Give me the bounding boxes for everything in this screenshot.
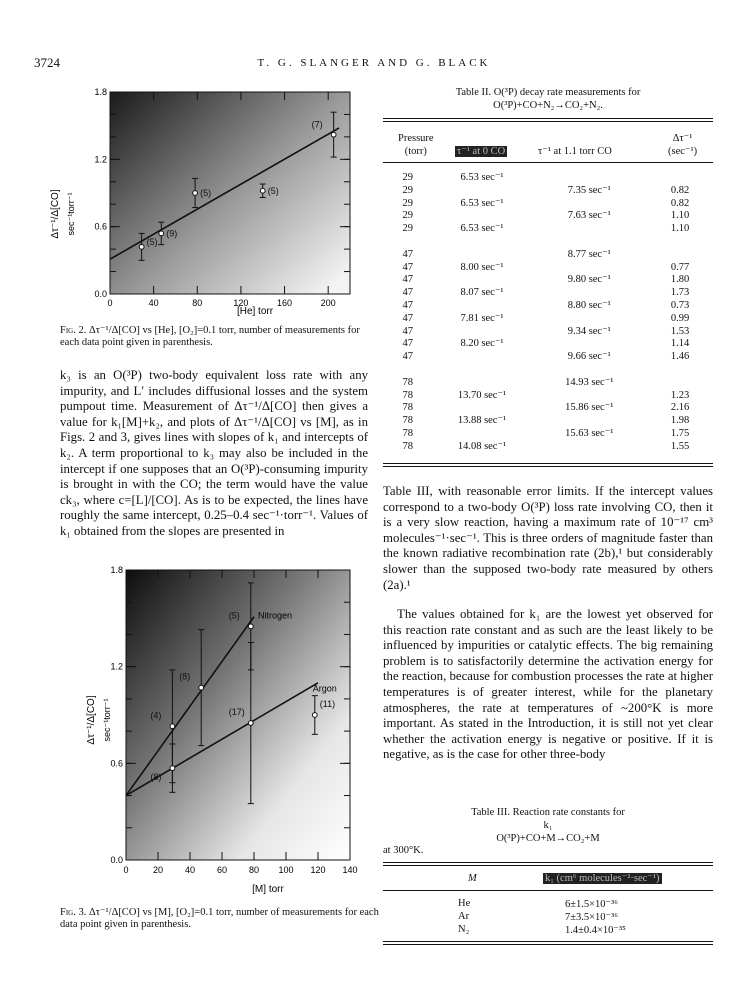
point-label: (7) xyxy=(311,119,323,130)
table-cell: 0.82 xyxy=(670,184,690,196)
x-tick-label: 120 xyxy=(233,298,249,308)
table-cell: 29 xyxy=(402,210,413,222)
table-cell xyxy=(532,223,648,236)
data-point xyxy=(248,721,253,726)
table-cell xyxy=(532,415,648,428)
table-row xyxy=(383,274,713,287)
table-cell xyxy=(383,236,433,249)
point-label: (17) xyxy=(228,707,245,718)
table-cell xyxy=(532,390,648,403)
table-cell: 8.00 sec⁻¹ xyxy=(460,261,504,273)
table-cell: 7.63 sec⁻¹ xyxy=(567,210,611,222)
table-cell: 8.77 sec⁻¹ xyxy=(567,248,611,260)
point-label: (5) xyxy=(228,610,240,621)
table-3-header-k1: k₁ (cm⁶ molecules⁻²·sec⁻¹) xyxy=(545,873,660,884)
data-point xyxy=(170,724,175,729)
table-row xyxy=(383,415,713,428)
table-cell: 29 xyxy=(402,184,413,196)
x-tick-label: 20 xyxy=(152,865,164,875)
table-cell: 47 xyxy=(402,248,413,260)
table-row xyxy=(383,223,713,236)
table-cell: 78 xyxy=(402,415,413,427)
figure-2-chart xyxy=(30,84,360,320)
table-cell: 78 xyxy=(402,376,413,388)
y-tick-label: 1.2 xyxy=(94,154,107,165)
table-cell: 47 xyxy=(402,261,413,273)
table-cell: 1.23 xyxy=(670,389,690,401)
table-3-cell-k1: 7±3.5×10⁻³⁶ xyxy=(565,912,618,923)
y-tick-label: 0.6 xyxy=(94,221,107,232)
x-tick-label: 40 xyxy=(148,298,159,308)
x-tick-label: 0 xyxy=(123,865,129,875)
data-point xyxy=(139,244,144,249)
figure-3-y-unit: sec⁻¹torr⁻¹ xyxy=(102,698,112,742)
table-cell: 7.35 sec⁻¹ xyxy=(567,184,611,196)
x-tick-label: 160 xyxy=(277,298,293,308)
table-row xyxy=(383,185,713,198)
table-cell: 1.98 xyxy=(670,415,690,427)
x-tick-label: 140 xyxy=(342,865,358,875)
table-cell xyxy=(532,262,648,275)
table-cell: 78 xyxy=(402,440,413,452)
table-3-cell-k1: 6±1.5×10⁻³⁶ xyxy=(565,899,618,910)
table-2-header-pressure: Pressure (torr) xyxy=(398,133,434,157)
table-cell xyxy=(532,313,648,326)
table-cell: 29 xyxy=(402,223,413,235)
table-row xyxy=(383,351,713,364)
table-cell: 29 xyxy=(402,172,413,183)
table-cell xyxy=(433,364,532,377)
y-tick-label: 0.6 xyxy=(110,758,123,769)
x-tick-label: 80 xyxy=(248,865,260,875)
table-cell: 13.70 sec⁻¹ xyxy=(457,389,507,401)
table-row xyxy=(383,326,713,339)
data-point xyxy=(248,624,253,629)
data-point xyxy=(159,231,164,236)
table-row xyxy=(383,364,713,377)
table-3-header-rule xyxy=(383,890,713,891)
table-cell xyxy=(647,172,713,185)
table-2-header-tau0: τ⁻¹ at 0 CO xyxy=(457,146,506,157)
table-cell: 13.88 sec⁻¹ xyxy=(457,415,507,427)
table-cell: 47 xyxy=(402,312,413,324)
table-cell: 1.10 xyxy=(670,210,690,222)
table-row xyxy=(383,262,713,275)
point-label: (5) xyxy=(200,188,212,198)
table-cell xyxy=(433,377,532,390)
table-row xyxy=(383,172,713,185)
figure-3-caption: Fig. 3. Δτ⁻¹/Δ[CO] vs [M], [O₂]=0.1 torr, number of measurements for each data point given in parenthesis. xyxy=(60,907,379,930)
table-cell: 8.07 sec⁻¹ xyxy=(460,287,504,299)
x-tick-label: 60 xyxy=(216,865,228,875)
table-cell: 47 xyxy=(402,299,413,311)
table-cell: 6.53 sec⁻¹ xyxy=(460,197,504,209)
table-cell xyxy=(532,287,648,300)
table-row xyxy=(383,377,713,390)
table-row xyxy=(383,300,713,313)
table-cell: 1.14 xyxy=(670,338,690,350)
table-2-body xyxy=(383,172,713,454)
table-row xyxy=(383,236,713,249)
table-cell: 47 xyxy=(402,325,413,337)
data-point xyxy=(170,766,175,771)
table-2-header-tau1: τ⁻¹ at 1.1 torr CO xyxy=(538,146,612,157)
data-point xyxy=(260,188,265,193)
table-cell: 47 xyxy=(402,287,413,299)
table-cell: 6.53 sec⁻¹ xyxy=(460,223,504,235)
table-cell xyxy=(532,236,648,249)
table-cell: 15.63 sec⁻¹ xyxy=(565,427,614,439)
table-cell: 1.10 xyxy=(670,223,690,235)
table-cell: 1.73 xyxy=(670,287,690,299)
x-tick-label: 120 xyxy=(310,865,326,875)
table-cell xyxy=(433,210,532,223)
data-point xyxy=(193,191,198,196)
table-3-cell-gas: He xyxy=(458,898,471,909)
x-tick-label: 0 xyxy=(107,298,113,308)
table-row xyxy=(383,338,713,351)
table-cell: 47 xyxy=(402,338,413,350)
table-cell: 1.46 xyxy=(670,351,690,363)
x-tick-label: 200 xyxy=(320,298,336,308)
table-cell xyxy=(532,198,648,211)
right-body-paragraph-1: Table III, with reasonable error limits. If the intercept values correspond to a two-body O(³P) loss rate involving CO, then it is a very slow reaction, having a maximum rate of 10⁻¹⁷ cm³ molecules⁻¹·sec⁻¹. This is three orders of magnitude faster than the known radiative recombination rate (2b),¹ but considerably slower than the supposed two-body rate measured by others (2a).¹ xyxy=(383,484,713,592)
x-tick-label: 80 xyxy=(192,298,203,308)
table-row xyxy=(383,249,713,262)
y-tick-label: 0.0 xyxy=(110,855,123,865)
table-cell: 0.73 xyxy=(670,299,690,311)
table-cell: 7.81 sec⁻¹ xyxy=(460,312,504,324)
point-label: (8) xyxy=(150,772,162,783)
point-label: (11) xyxy=(319,699,336,709)
y-tick-label: 1.2 xyxy=(110,661,123,672)
table-3-cell-k1: 1.4±0.4×10⁻³⁵ xyxy=(565,925,626,936)
table-cell: 29 xyxy=(402,197,413,209)
figure-3-y-label: Δτ⁻¹/Δ[CO] xyxy=(86,695,97,745)
y-tick-label: 1.8 xyxy=(94,87,107,97)
table-2-header-rule xyxy=(383,162,713,163)
y-tick-label: 1.8 xyxy=(110,565,123,575)
figure-3-series-label-nitrogen: Nitrogen xyxy=(258,610,293,621)
table-3-caption-temp: at 300°K. xyxy=(383,845,424,856)
table-cell: 9.80 sec⁻¹ xyxy=(567,274,611,286)
y-tick-label: 0.0 xyxy=(94,289,107,299)
table-3-cell-gas: Ar xyxy=(458,911,470,922)
table-cell xyxy=(433,185,532,198)
table-cell: 9.34 sec⁻¹ xyxy=(567,325,611,337)
figure-2-y-unit: sec⁻¹torr⁻¹ xyxy=(66,192,76,236)
table-row xyxy=(383,198,713,211)
point-label: (8) xyxy=(179,671,191,682)
table-cell xyxy=(433,236,532,249)
table-cell xyxy=(433,402,532,415)
page-number: 3724 xyxy=(34,55,60,70)
table-3-top-rule xyxy=(383,862,713,866)
table-2-header-delta: Δτ⁻¹ (sec⁻¹) xyxy=(668,133,698,157)
table-cell: 14.08 sec⁻¹ xyxy=(457,440,507,452)
table-row xyxy=(383,402,713,415)
table-cell: 15.86 sec⁻¹ xyxy=(565,402,614,414)
table-row xyxy=(383,313,713,326)
table-cell: 1.55 xyxy=(670,440,690,452)
table-cell xyxy=(532,338,648,351)
table-3-header-m: M xyxy=(468,873,477,884)
table-row xyxy=(383,441,713,454)
table-cell xyxy=(433,274,532,287)
table-row xyxy=(383,210,713,223)
table-cell: 8.80 sec⁻¹ xyxy=(567,299,611,311)
point-label: (5) xyxy=(146,236,158,247)
x-tick-label: 40 xyxy=(184,865,196,875)
table-row xyxy=(383,428,713,441)
figure-3-chart xyxy=(30,560,370,900)
table-cell: 1.75 xyxy=(670,427,690,439)
table-cell: 47 xyxy=(402,274,413,286)
table-cell xyxy=(532,364,648,377)
point-label: (5) xyxy=(267,185,279,196)
table-2-bottom-rule xyxy=(383,463,713,467)
table-cell xyxy=(383,364,433,377)
table-cell xyxy=(647,364,713,377)
point-label: (4) xyxy=(150,710,162,721)
x-tick-label: 100 xyxy=(278,865,294,875)
running-head: T. G. SLANGER AND G. BLACK xyxy=(257,57,491,69)
table-cell xyxy=(532,441,648,454)
table-cell: 1.80 xyxy=(670,274,690,286)
table-2-caption: Table II. O(³P) decay rate measurements for O(³P)+CO+N₂→CO₂+N₂. xyxy=(455,87,641,111)
data-point xyxy=(199,685,204,690)
table-cell xyxy=(433,428,532,441)
table-cell: 14.93 sec⁻¹ xyxy=(565,376,614,388)
figure-2-caption: Fig. 2. Δτ⁻¹/Δ[CO] vs [He], [O₂]=0.1 torr, number of measurements for each data point given in parenthesis. xyxy=(60,325,360,348)
table-cell: 0.99 xyxy=(670,312,690,324)
table-cell: 78 xyxy=(402,389,413,401)
table-row xyxy=(383,287,713,300)
table-cell xyxy=(433,300,532,313)
table-cell: 8.20 sec⁻¹ xyxy=(460,338,504,350)
table-cell xyxy=(433,326,532,339)
table-cell: 9.66 sec⁻¹ xyxy=(567,351,611,363)
figure-3-series-label-argon: Argon xyxy=(312,683,337,694)
figure-2-x-label: [He] torr xyxy=(236,306,274,317)
point-label: (9) xyxy=(166,228,178,239)
data-point xyxy=(312,713,317,718)
left-body-paragraph: k₃ is an O(³P) two-body equivalent loss rate with any impurity, and L′ includes diffusional losses and the system pumpout time. Measurement of Δτ⁻¹/Δ[CO] then gives a value for k₁[M]+k₂, and plots of Δτ⁻¹/Δ[CO] vs [M], as in Figs. 2 and 3, gives lines with slopes of k₁ and intercepts of k₂. A term proportional to k₃ may also be included in the intercept if one supposes that an O(³P)-consuming impurity is brought in with the CO; the term would have the value ck₃, where c=[L]/[CO]. As is to be expected, the lines have roughly the same intercept, 0.25–0.4 sec⁻¹·torr⁻¹. Values of k₁ obtained from the slopes are presented in xyxy=(60,368,368,538)
table-cell xyxy=(647,236,713,249)
table-2-top-rule xyxy=(383,118,713,122)
table-3-caption: Table III. Reaction rate constants for k₁ O(³P)+CO+M→CO₂+M xyxy=(471,807,625,844)
table-cell: 0.82 xyxy=(670,197,690,209)
table-cell xyxy=(433,351,532,364)
table-cell xyxy=(433,249,532,262)
table-3-cell-gas: N₂ xyxy=(458,924,470,935)
table-cell: 0.77 xyxy=(670,261,690,273)
table-3-bottom-rule xyxy=(383,941,713,945)
table-cell xyxy=(647,377,713,390)
table-cell: 2.16 xyxy=(670,402,690,414)
figure-3-x-label: [M] torr xyxy=(252,884,284,895)
right-body-paragraph-2: The values obtained for k₁ are the lowest yet observed for this reaction rate constant and as such are the least likely to be influenced by impurities or catalytic effects. The big remaining problem is to satisfactorily determine the activation energy for the reaction, because for combustion processes the rate at higher temperatures is of greater interest, while for the planetary atmospheres, the rate at temperatures of ~200°K is more important. As stated in the Introduction, it is still not yet clear whether the activation energy is negative or positive. If it is negative, as is the case for other three-body xyxy=(383,607,713,762)
table-cell: 47 xyxy=(402,351,413,363)
table-cell xyxy=(532,172,648,185)
table-cell: 78 xyxy=(402,427,413,439)
table-cell xyxy=(647,249,713,262)
table-cell: 1.53 xyxy=(670,325,690,337)
table-row xyxy=(383,390,713,403)
table-cell: 78 xyxy=(402,402,413,414)
figure-2-y-label: Δτ⁻¹/Δ[CO] xyxy=(50,189,61,239)
table-cell: 6.53 sec⁻¹ xyxy=(460,172,504,183)
data-point xyxy=(331,132,336,137)
